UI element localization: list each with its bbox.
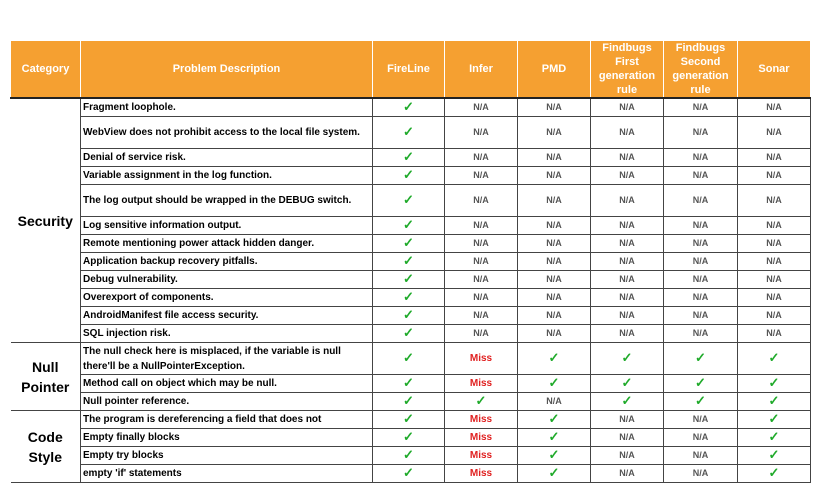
- result-cell: [518, 185, 591, 217]
- result-cell: [445, 117, 518, 149]
- check-icon: ✓: [403, 124, 414, 139]
- result-cell: [373, 393, 445, 411]
- result-cell: [738, 271, 811, 289]
- result-cell: [373, 465, 445, 483]
- na-label: N/A: [546, 238, 562, 248]
- result-cell: [445, 167, 518, 185]
- result-cell: [591, 217, 664, 235]
- na-label: N/A: [619, 170, 635, 180]
- category-label: Null: [32, 358, 59, 375]
- check-icon: ✓: [768, 429, 780, 444]
- table-body: [11, 98, 811, 483]
- problem-description: SQL injection risk.: [81, 325, 373, 343]
- result-cell: [373, 289, 445, 307]
- check-icon: ✓: [403, 447, 414, 462]
- check-icon: ✓: [695, 393, 706, 408]
- table-row: [11, 447, 811, 465]
- check-icon: ✓: [548, 411, 560, 426]
- check-icon: ✓: [548, 465, 560, 480]
- check-icon: ✓: [403, 350, 414, 365]
- check-icon: ✓: [403, 411, 414, 426]
- result-cell: [518, 465, 591, 483]
- result-cell: [373, 447, 445, 465]
- na-label: N/A: [766, 152, 782, 162]
- result-cell: [518, 217, 591, 235]
- na-label: N/A: [692, 102, 709, 112]
- check-icon: ✓: [695, 375, 706, 390]
- result-cell: [445, 307, 518, 325]
- na-label: N/A: [692, 328, 709, 338]
- check-icon: ✓: [403, 99, 414, 114]
- na-label: N/A: [619, 450, 635, 460]
- result-cell: [664, 465, 738, 483]
- result-cell: [518, 271, 591, 289]
- problem-description: WebView does not prohibit access to the local file system.: [81, 117, 373, 149]
- na-label: N/A: [692, 256, 709, 266]
- result-cell: [373, 217, 445, 235]
- result-cell: [373, 325, 445, 343]
- result-cell: [445, 149, 518, 167]
- na-label: N/A: [619, 292, 635, 302]
- table-row: [11, 325, 811, 343]
- check-icon: ✓: [768, 465, 780, 480]
- table-row: [11, 217, 811, 235]
- table-row: [11, 117, 811, 149]
- problem-description: Empty finally blocks: [81, 429, 373, 447]
- na-label: N/A: [766, 274, 782, 284]
- problem-description: Variable assignment in the log function.: [81, 167, 373, 185]
- na-label: N/A: [692, 450, 709, 460]
- problem-description: Remote mentioning power attack hidden danger.: [81, 235, 373, 253]
- category-cell: [11, 343, 81, 411]
- check-icon: ✓: [403, 307, 414, 322]
- result-cell: [664, 429, 738, 447]
- result-cell: [591, 429, 664, 447]
- result-cell: [591, 289, 664, 307]
- result-cell: [373, 167, 445, 185]
- check-icon: ✓: [695, 350, 706, 365]
- result-cell: [738, 411, 811, 429]
- na-label: N/A: [546, 127, 562, 137]
- problem-description: Application backup recovery pitfalls.: [81, 253, 373, 271]
- result-cell: [664, 375, 738, 393]
- check-icon: ✓: [403, 393, 414, 408]
- na-label: N/A: [619, 414, 635, 424]
- na-label: N/A: [473, 310, 489, 320]
- category-label: Pointer: [21, 378, 70, 395]
- table-row: [11, 375, 811, 393]
- result-cell: [591, 271, 664, 289]
- check-icon: ✓: [403, 465, 414, 480]
- result-cell: [591, 465, 664, 483]
- result-cell: [373, 149, 445, 167]
- na-label: N/A: [473, 292, 489, 302]
- check-icon: ✓: [768, 350, 780, 365]
- table-row: [11, 271, 811, 289]
- na-label: N/A: [546, 310, 562, 320]
- miss-label: Miss: [469, 353, 493, 364]
- na-label: N/A: [619, 310, 635, 320]
- result-cell: [664, 98, 738, 117]
- result-cell: [373, 343, 445, 375]
- na-label: N/A: [766, 102, 782, 112]
- na-label: N/A: [473, 274, 489, 284]
- na-label: N/A: [546, 396, 562, 406]
- result-cell: [738, 307, 811, 325]
- result-cell: [664, 117, 738, 149]
- na-label: N/A: [766, 195, 782, 205]
- miss-label: Miss: [469, 414, 493, 425]
- table-row: [11, 98, 811, 117]
- result-cell: [373, 411, 445, 429]
- na-label: N/A: [766, 238, 782, 248]
- problem-description: The null check here is misplaced, if the variable is null there'll be a NullPointerException.: [81, 343, 373, 375]
- check-icon: ✓: [403, 217, 414, 232]
- result-cell: [445, 98, 518, 117]
- na-label: N/A: [619, 102, 635, 112]
- problem-description: Denial of service risk.: [81, 149, 373, 167]
- result-cell: [373, 117, 445, 149]
- na-label: N/A: [692, 468, 709, 478]
- result-cell: [518, 411, 591, 429]
- result-cell: [664, 289, 738, 307]
- check-icon: ✓: [403, 271, 414, 286]
- result-cell: [591, 343, 664, 375]
- result-cell: [664, 235, 738, 253]
- result-cell: [445, 271, 518, 289]
- problem-description: Log sensitive information output.: [81, 217, 373, 235]
- check-icon: ✓: [403, 289, 414, 304]
- na-label: N/A: [619, 256, 635, 266]
- category-label: Security: [17, 212, 73, 229]
- na-label: N/A: [473, 152, 489, 162]
- miss-label: Miss: [469, 432, 493, 443]
- na-label: N/A: [473, 102, 489, 112]
- result-cell: [373, 98, 445, 117]
- na-label: N/A: [619, 432, 635, 442]
- result-cell: [445, 289, 518, 307]
- result-cell: [738, 447, 811, 465]
- result-cell: [664, 411, 738, 429]
- result-cell: [518, 343, 591, 375]
- na-label: N/A: [546, 256, 562, 266]
- table-row: [11, 235, 811, 253]
- na-label: N/A: [766, 256, 782, 266]
- na-label: N/A: [619, 220, 635, 230]
- problem-description: Debug vulnerability.: [81, 271, 373, 289]
- check-icon: ✓: [621, 375, 633, 390]
- problem-description: AndroidManifest file access security.: [81, 307, 373, 325]
- header-tool-findbugs-second: Findbugs Second generation rule: [664, 41, 738, 99]
- result-cell: [738, 343, 811, 375]
- result-cell: [738, 185, 811, 217]
- result-cell: [518, 447, 591, 465]
- na-label: N/A: [692, 292, 709, 302]
- result-cell: [373, 429, 445, 447]
- result-cell: [445, 411, 518, 429]
- result-cell: [738, 375, 811, 393]
- check-icon: ✓: [768, 411, 780, 426]
- result-cell: [738, 429, 811, 447]
- miss-label: Miss: [469, 378, 493, 389]
- table-row: [11, 465, 811, 483]
- result-cell: [445, 465, 518, 483]
- result-cell: [591, 98, 664, 117]
- na-label: N/A: [473, 195, 489, 205]
- check-icon: ✓: [768, 375, 780, 390]
- check-icon: ✓: [548, 350, 560, 365]
- result-cell: [518, 98, 591, 117]
- na-label: N/A: [766, 310, 782, 320]
- result-cell: [591, 325, 664, 343]
- header-tool-sonar: Sonar: [738, 41, 811, 99]
- na-label: N/A: [619, 274, 635, 284]
- check-icon: ✓: [403, 149, 414, 164]
- result-cell: [664, 307, 738, 325]
- result-cell: [591, 185, 664, 217]
- result-cell: [738, 98, 811, 117]
- na-label: N/A: [619, 152, 635, 162]
- na-label: N/A: [546, 220, 562, 230]
- problem-description: The program is dereferencing a field that does not: [81, 411, 373, 429]
- result-cell: [738, 325, 811, 343]
- result-cell: [518, 117, 591, 149]
- result-cell: [373, 307, 445, 325]
- result-cell: [664, 271, 738, 289]
- result-cell: [664, 447, 738, 465]
- result-cell: [664, 185, 738, 217]
- result-cell: [445, 429, 518, 447]
- table-row: [11, 167, 811, 185]
- result-cell: [738, 217, 811, 235]
- na-label: N/A: [546, 292, 562, 302]
- na-label: N/A: [766, 170, 782, 180]
- result-cell: [591, 411, 664, 429]
- na-label: N/A: [473, 220, 489, 230]
- na-label: N/A: [619, 195, 635, 205]
- table-row: [11, 253, 811, 271]
- na-label: N/A: [619, 127, 635, 137]
- check-icon: ✓: [403, 192, 414, 207]
- result-cell: [518, 289, 591, 307]
- na-label: N/A: [546, 102, 562, 112]
- na-label: N/A: [692, 310, 709, 320]
- na-label: N/A: [619, 238, 635, 248]
- result-cell: [664, 217, 738, 235]
- na-label: N/A: [473, 127, 489, 137]
- result-cell: [518, 307, 591, 325]
- result-cell: [445, 253, 518, 271]
- table-row: [11, 307, 811, 325]
- na-label: N/A: [546, 170, 562, 180]
- result-cell: [445, 447, 518, 465]
- result-cell: [373, 253, 445, 271]
- check-icon: ✓: [475, 393, 487, 408]
- header-category: Category: [11, 41, 81, 99]
- result-cell: [738, 117, 811, 149]
- result-cell: [738, 289, 811, 307]
- result-cell: [664, 253, 738, 271]
- result-cell: [591, 307, 664, 325]
- result-cell: [591, 235, 664, 253]
- result-cell: [373, 185, 445, 217]
- result-cell: [738, 393, 811, 411]
- result-cell: [591, 167, 664, 185]
- header-tool-infer: Infer: [445, 41, 518, 99]
- na-label: N/A: [546, 328, 562, 338]
- result-cell: [373, 235, 445, 253]
- na-label: N/A: [546, 274, 562, 284]
- na-label: N/A: [692, 220, 709, 230]
- na-label: N/A: [473, 328, 489, 338]
- check-icon: ✓: [768, 447, 780, 462]
- table-row: [11, 343, 811, 375]
- check-icon: ✓: [403, 253, 414, 268]
- result-cell: [664, 325, 738, 343]
- problem-description: Fragment loophole.: [81, 98, 373, 117]
- result-cell: [591, 393, 664, 411]
- result-cell: [738, 465, 811, 483]
- header-problem-description: Problem Description: [81, 41, 373, 99]
- result-cell: [518, 375, 591, 393]
- check-icon: ✓: [403, 429, 414, 444]
- table-row: [11, 289, 811, 307]
- na-label: N/A: [546, 195, 562, 205]
- na-label: N/A: [619, 328, 635, 338]
- result-cell: [445, 393, 518, 411]
- result-cell: [738, 149, 811, 167]
- header-tool-findbugs-first: Findbugs First generation rule: [591, 41, 664, 99]
- category-label: Code: [27, 428, 63, 445]
- result-cell: [445, 325, 518, 343]
- result-cell: [445, 185, 518, 217]
- result-cell: [664, 167, 738, 185]
- comparison-table-container: [10, 40, 811, 483]
- problem-description: Empty try blocks: [81, 447, 373, 465]
- na-label: N/A: [692, 414, 709, 424]
- result-cell: [373, 271, 445, 289]
- result-cell: [664, 393, 738, 411]
- na-label: N/A: [473, 238, 489, 248]
- result-cell: [518, 235, 591, 253]
- check-icon: ✓: [548, 375, 560, 390]
- result-cell: [518, 429, 591, 447]
- result-cell: [445, 217, 518, 235]
- na-label: N/A: [766, 127, 782, 137]
- result-cell: [664, 343, 738, 375]
- problem-description: empty 'if' statements: [81, 465, 373, 483]
- tool-comparison-table: [10, 40, 811, 483]
- problem-description: The log output should be wrapped in the DEBUG switch.: [81, 185, 373, 217]
- check-icon: ✓: [548, 447, 560, 462]
- problem-description: Overexport of components.: [81, 289, 373, 307]
- header-tool-pmd: PMD: [518, 41, 591, 99]
- na-label: N/A: [692, 127, 709, 137]
- result-cell: [591, 253, 664, 271]
- category-label: Style: [28, 448, 62, 465]
- na-label: N/A: [692, 432, 709, 442]
- category-cell: [11, 98, 81, 343]
- na-label: N/A: [692, 238, 709, 248]
- result-cell: [518, 167, 591, 185]
- header-tool-fireline: FireLine: [373, 41, 445, 99]
- na-label: N/A: [473, 170, 489, 180]
- na-label: N/A: [692, 195, 709, 205]
- check-icon: ✓: [548, 429, 560, 444]
- table-row: [11, 393, 811, 411]
- table-row: [11, 411, 811, 429]
- result-cell: [591, 375, 664, 393]
- result-cell: [738, 253, 811, 271]
- check-icon: ✓: [621, 350, 633, 365]
- check-icon: ✓: [403, 325, 414, 340]
- na-label: N/A: [692, 152, 709, 162]
- result-cell: [373, 375, 445, 393]
- category-cell: [11, 411, 81, 483]
- check-icon: ✓: [403, 375, 414, 390]
- result-cell: [738, 235, 811, 253]
- result-cell: [518, 253, 591, 271]
- na-label: N/A: [692, 274, 709, 284]
- check-icon: ✓: [768, 393, 780, 408]
- check-icon: ✓: [403, 235, 414, 250]
- result-cell: [518, 325, 591, 343]
- miss-label: Miss: [469, 450, 493, 461]
- result-cell: [518, 149, 591, 167]
- result-cell: [738, 167, 811, 185]
- na-label: N/A: [766, 328, 782, 338]
- result-cell: [591, 149, 664, 167]
- na-label: N/A: [766, 220, 782, 230]
- table-row: [11, 185, 811, 217]
- result-cell: [591, 117, 664, 149]
- problem-description: Method call on object which may be null.: [81, 375, 373, 393]
- result-cell: [591, 447, 664, 465]
- na-label: N/A: [692, 170, 709, 180]
- table-row: [11, 429, 811, 447]
- result-cell: [445, 235, 518, 253]
- table-row: [11, 149, 811, 167]
- result-cell: [445, 375, 518, 393]
- result-cell: [664, 149, 738, 167]
- result-cell: [445, 343, 518, 375]
- check-icon: ✓: [403, 167, 414, 182]
- problem-description: Null pointer reference.: [81, 393, 373, 411]
- miss-label: Miss: [469, 468, 493, 479]
- check-icon: ✓: [621, 393, 633, 408]
- table-header: [11, 41, 811, 99]
- na-label: N/A: [619, 468, 635, 478]
- na-label: N/A: [766, 292, 782, 302]
- na-label: N/A: [473, 256, 489, 266]
- result-cell: [518, 393, 591, 411]
- na-label: N/A: [546, 152, 562, 162]
